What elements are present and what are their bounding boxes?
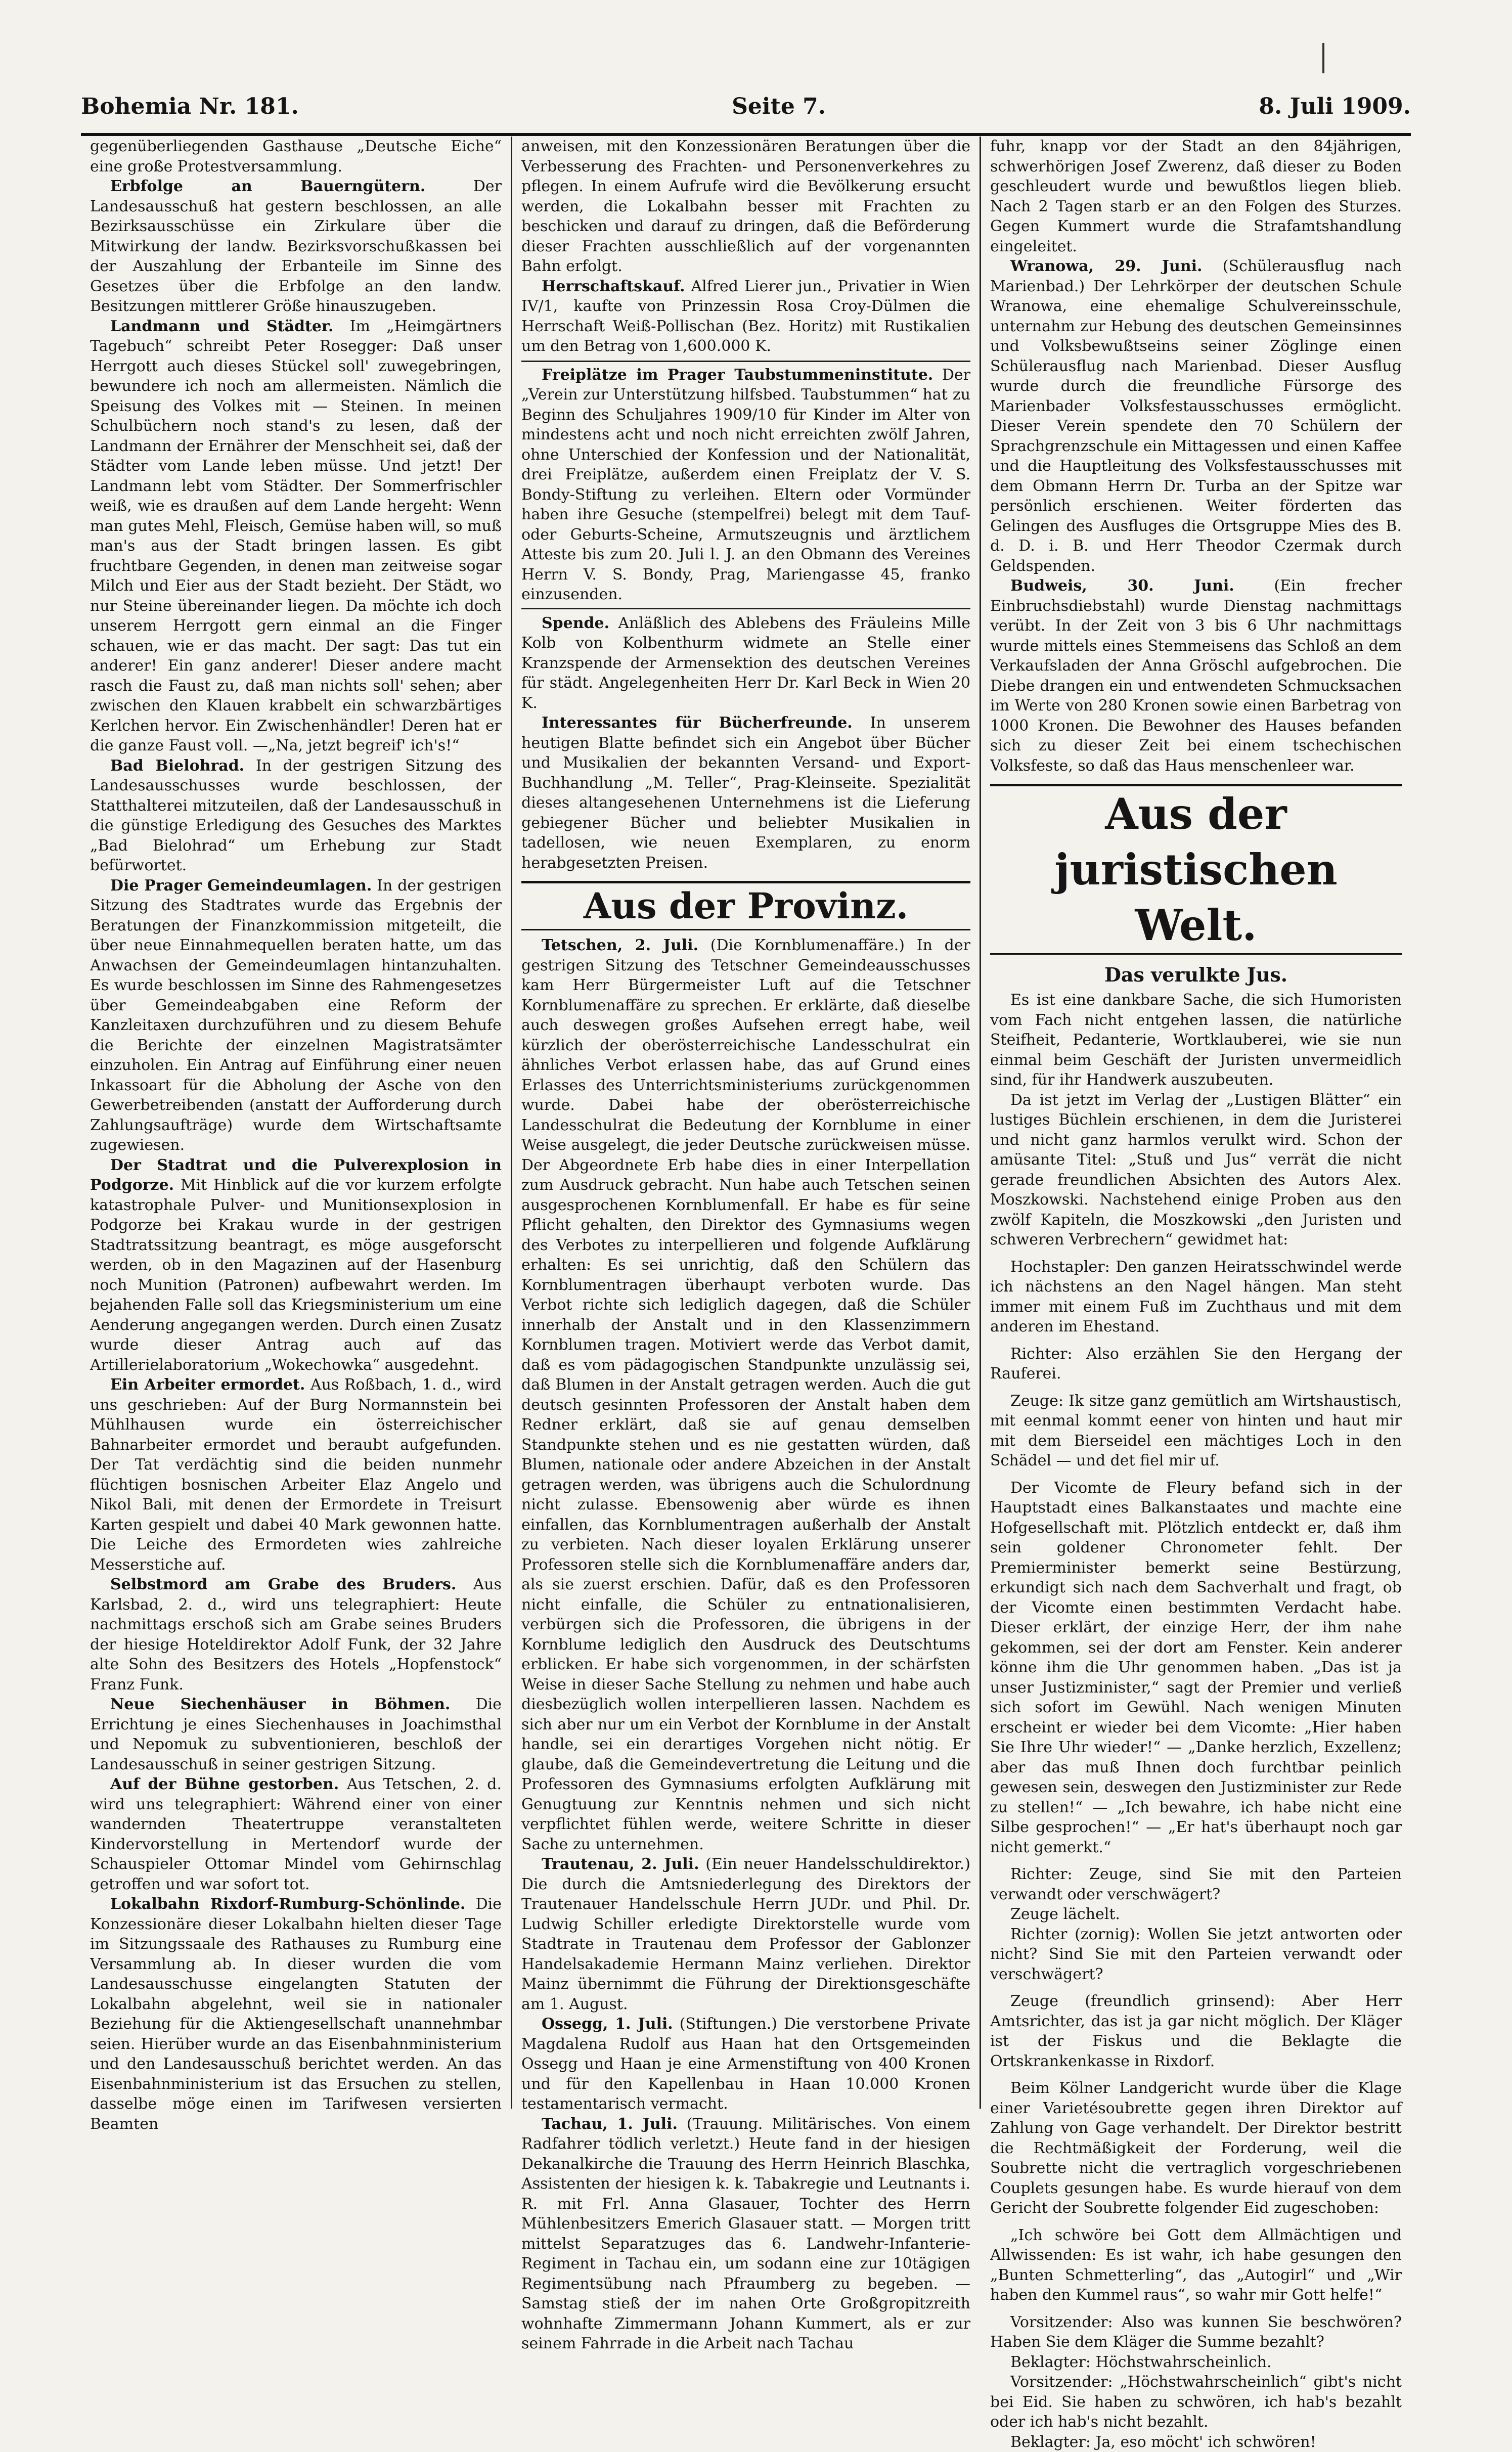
- article-headline: Budweis, 30. Juni.: [1010, 577, 1234, 595]
- anecdote: Vorsitzender: Also was kunnen Sie beschwören? Haben Sie dem Kläger die Summe bezahlt?: [990, 2312, 1402, 2352]
- article: [521, 613, 970, 714]
- anecdote: Richter: Zeuge, sind Sie mit den Parteien verwandt oder verschwägert?: [990, 1864, 1402, 1904]
- section-heading-provinz: Aus der Provinz.: [521, 881, 970, 930]
- article: [90, 1695, 502, 1774]
- article-headline: Der Stadtrat und die Pulverexplosion in Podgorze.: [90, 1156, 502, 1194]
- article-text: (Die Kornblumenaffäre.) In der gestrigen Sitzung des Tetschner Gemeindeausschusses kam Herr Bürgermeister Luft auf die Tetschner Kornblumenaffäre zu sprechen. Er erklärte, daß dieselbe auch deswegen großes Aufsehen erregt habe, weil kürzlich der oberösterreichische Landesschulrat ein ähnliches Verbot erlassen habe, das auf Grund eines Erlasses des Unterrichtsministeriums zurückgenommen wurde. Dabei habe der oberösterreichische Landesschulrat die Bedeutung der Kornblume in einer Weise ausgelegt, die jeder Deutsche zurückweisen müsse. Der Abgeordnete Erb habe dies in einer Interpellation zum Ausdruck gebracht. Nun habe auch Tetschen seinen ausgesprochenen Kornblumenfall. Er habe es für seine Pflicht gehalten, den Direktor des Gymnasiums wegen des Verbotes zu interpellieren und folgende Aufklärung erhalten: Es sei unrichtig, daß den Schülern das Kornblumentragen überhaupt verboten wurde. Das Verbot richte sich lediglich dagegen, daß die Schüler innerhalb der Anstalt und in den Klassenzimmern Kornblumen tragen. Motiviert werde das Verbot damit, daß es vom pädagogischen Standpunkte unzulässig sei, daß Blumen in der Anstalt getragen werden. Auch die gut deutsch gesinnten Professoren der Anstalt haben dem Redner erklärt, daß sie auf genau demselben Standpunkte stehen und es nie gestatten würden, daß Blumen, nationale oder andere Abzeichen in der Anstalt getragen werden, was übrigens auch die Schulordnung nicht zulasse. Ebensowenig aber würde es ihnen einfallen, das Kornblumentragen außerhalb der Anstalt zu verbieten. Nach dieser loyalen Erklärung unserer Professoren stelle sich die Kornblumenaffäre anders dar, als sie zuerst erschien. Dafür, daß es den Professoren nicht einfalle, die Schüler zu entnationalisieren, verbürgen sich die Professoren, die übrigens in der Kornblume lediglich den Ausdruck des Deutschtums erblicken. Er habe sich vorgenommen, in der schärfsten Weise in dieser Sache Stellung zu nehmen und habe auch diesbezüglich wollen interpellieren lassen. Nachdem es sich aber nur um ein Verbot der Kornblume in der Anstalt handle, sei ein derartiges Vorgehen nicht nötig. Er glaube, daß die Gemeindevertretung die Leitung und die Professoren des Gymnasiums erfolgten Aufklärung mit Genugtuung zur Kenntnis nehmen und sich nicht verpflichtet fühlen werde, weitere Schritte in dieser Sache zu unternehmen.: [521, 937, 970, 1853]
- article: [90, 1155, 502, 1375]
- article-text: Die Errichtung je eines Siechenhauses in Joachimsthal und Nepomuk zu subventionieren, beschloß der Landesausschuß in seiner gestrigen Sitzung.: [90, 1696, 502, 1773]
- anecdote: Richter (zornig): Wollen Sie jetzt antworten oder nicht? Sind Sie mit den Parteien verwandt oder verschwägert?: [990, 1925, 1402, 1985]
- article-headline: Landmann und Städter.: [110, 318, 333, 335]
- article-text: Der Landesausschuß hat gestern beschlossen, an alle Bezirksausschüsse ein Zirkulare über die Mitwirkung der landw. Bezirksvorschußkassen bei der Auszahlung der Erbanteile im Sinne des Gesetzes über die Erbfolge an den landw. Besitzungen mittlerer Größe hinauszugeben.: [90, 177, 502, 315]
- article-text: Aus Roßbach, 1. d., wird uns geschrieben: Auf der Burg Normannstein bei Mühlhausen wurde ein österreichischer Bahnarbeiter ermordet und beraubt aufgefunden. Der Tat verdächtig sind die beiden nunmehr flüchtigen bosnischen Arbeiter Elaz Angelo und Nikol Bali, mit denen der Ermordete in Treisurt Karten gespielt und dabei 40 Mark gewonnen hatte. Die Leiche des Ermordeten wies zahlreiche Messerstiche auf.: [90, 1376, 502, 1574]
- article-text: (Schülerausflug nach Marienbad.) Der Lehrkörper der deutschen Schule Wranowa, eine ehemalige Schulvereinsschule, unternahm zur Hebung des deutschen Gemeinsinnes und Volksbewußtseins seiner Zöglinge einen Schülerausflug nach Marienbad. Dieser Ausflug wurde durch die freundliche Fürsorge des Marienbader Volksfestausschusses ermöglicht. Dieser Verein spendete den 70 Schülern der Sprachgrenzschule ein Mittagessen und einen Kaffee und die Hauptleitung des Volksfestausschusses mit dem Obmann Herrn Dr. Turba an der Spitze war persönlich erschienen. Weiter förderten das Gelingen des Ausfluges die Ortsgruppe Mies des B. d. D. i. B. und Herr Theodor Czermak durch Geldspenden.: [990, 257, 1402, 575]
- article-text: fuhr, knapp vor der Stadt an den 84jährigen, schwerhörigen Josef Zwerenz, daß dieser zu Boden geschleudert wurde und bewußtlos liegen blieb. Nach 2 Tagen starb er an den Folgen des Sturzes. Gegen Kummert wurde die Strafamtshandlung eingeleitet.: [990, 137, 1402, 256]
- article-text: Mit Hinblick auf die vor kurzem erfolgte katastrophale Pulver- und Munitionsexplosion in Podgorze bei Krakau wurde in der gestrigen Stadtratssitzung beantragt, es möge ausgeforscht werden, ob in den Magazinen auf der Hasenburg noch Munition (Patronen) aufbewahrt werden. Im bejahenden Falle soll das Kriegsministerium um eine Aenderung angegangen werden. Durch einen Zusatz wurde dieser Antrag auch auf das Artillerielaboratorium „Wokechowka“ ausgedehnt.: [90, 1176, 502, 1374]
- subsection-heading: Das verulkte Jus.: [990, 960, 1402, 990]
- article: [521, 713, 970, 873]
- article: [521, 365, 970, 605]
- article: [90, 756, 502, 876]
- article-headline: Spende.: [542, 614, 609, 632]
- article-headline: Lokalbahn Rixdorf-Rumburg-Schönlinde.: [110, 1895, 465, 1913]
- anecdote: Beklagter: Ja, eso möcht' ich schwören!: [990, 2432, 1402, 2452]
- anecdote: Beklagter: Höchstwahrscheinlich.: [990, 2352, 1402, 2373]
- article-text: Alfred Lierer jun., Privatier in Wien IV/1, kaufte von Prinzessin Rosa Croy-Dülmen die Herrschaft Weiß-Pollischan (Bez. Horitz) mit Rustikalien um den Betrag von 1,600.000 K.: [521, 278, 970, 355]
- article-headline: Interessantes für Bücherfreunde.: [542, 714, 853, 732]
- article-headline: Selbstmord am Grabe des Bruders.: [110, 1576, 456, 1593]
- article: [90, 1774, 502, 1894]
- article: [990, 256, 1402, 576]
- article: [521, 277, 970, 356]
- anecdote: „Ich schwöre bei Gott dem Allmächtigen und Allwissenden: Es ist wahr, ich habe gesungen den „Bunten Schmetterling“, das „Autogirl“ und „Wir haben den Kummel raus“, so wahr mir Gott helfe!“: [990, 2225, 1402, 2305]
- article-headline: Herrschaftskauf.: [542, 278, 685, 295]
- article-headline: Neue Siechenhäuser in Böhmen.: [110, 1696, 450, 1713]
- article-text: Aus Tetschen, 2. d. wird uns telegraphiert: Während einer von einer wandernden Theatertruppe veranstalteten Kindervorstellung in Mertendorf wurde der Schauspieler Ottomar Mindel vom Gehirnschlag getroffen und war sofort tot.: [90, 1775, 502, 1893]
- column-1: [81, 137, 511, 2109]
- anecdote: Der Vicomte de Fleury befand sich in der Hauptstadt eines Balkanstaates und machte eine Hofgesellschaft mit. Plötzlich entdeckt er, daß ihm sein goldener Chronometer fehlt. Der Premierminister bemerkt seine Bestürzung, erkundigt sich nach dem Sachverhalt und fragt, ob der Vicomte einen bestimmten Verdacht habe. Dieser erklärt, der einzige Herr, der ihm nahe gekommen, sei der dort am Fenster. Kein anderer könne ihm die Uhr genommen haben. „Das ist ja unser Justizminister,“ sagt der Premier und verließ sich sofort im Gewühl. Nach wenigen Minuten erscheint er wieder bei dem Vicomte: „Hier haben Sie Ihre Uhr wieder!“ — „Danke herzlich, Exzellenz; aber das muß Ihnen doch furchtbar peinlich gewesen sein, deswegen den Justizminister zur Rede zu stellen!“ — „Ich bewahre, ich habe nicht eine Silbe gesprochen!“ — „Er hat's überhaupt noch gar nicht gemerkt.“: [990, 1478, 1402, 1858]
- article: [90, 1575, 502, 1695]
- article: [90, 876, 502, 1155]
- article-headline: Trautenau, 2. Juli.: [542, 1855, 699, 1873]
- header-rule: [81, 133, 1411, 136]
- article-text: Der „Verein zur Unterstützung hilfsbed. Taubstummen“ hat zu Beginn des Schuljahres 1909/10 für Kinder im Alter von mindestens acht und noch nicht erreichten zwölf Jahren, ohne Unterschied der Konfession und der Nationalität, drei Freiplätze, außerdem einen Freiplatz der V. S. Bondy-Stiftung zu verleihen. Eltern oder Vormünder haben ihre Gesuche (stempelfrei) belegt mit dem Tauf- oder Geburts-Scheine, Armutszeugnis und ärztlichem Atteste bis zum 20. Juli l. J. an den Obmann des Vereines Herrn V. S. Bondy, Prag, Mariengasse 45, franko einzusenden.: [521, 366, 970, 604]
- anecdote: Hochstapler: Den ganzen Heiratsschwindel werde ich nächstens an den Nagel hängen. Man steht immer mit einem Fuß im Zuchthaus und mit dem anderen im Ehestand.: [990, 1257, 1402, 1337]
- article-headline: Auf der Bühne gestorben.: [110, 1775, 339, 1793]
- article: [90, 317, 502, 756]
- article: [521, 2014, 970, 2114]
- article-headline: Wranowa, 29. Juni.: [1010, 257, 1202, 275]
- section-heading-juristisch: Aus der juristischen Welt.: [990, 784, 1402, 955]
- columns: [81, 137, 1411, 2109]
- article-headline: Bad Bielohrad.: [110, 757, 244, 775]
- header-issue: Bohemia Nr. 181.: [81, 94, 299, 119]
- header-date: 8. Juli 1909.: [1259, 94, 1411, 119]
- article-text: Die Konzessionäre dieser Lokalbahn hielten dieser Tage im Sitzungssaale des Rathauses zu Rumburg eine Versammlung ab. In dieser wurden die vom Landesausschusse eingelangten Statuten der Lokalbahn abgelehnt, weil sie in nationaler Beziehung für die Aktiengesellschaft unannehmbar seien. Hierüber wurde an das Eisenbahnministerium und den Landesausschuß berichtet werden. An das Eisenbahnministerium ist das Ersuchen zu stellen, dasselbe möge einen im Tarifwesen versierten Beamten: [90, 1895, 502, 2133]
- column-2: [511, 137, 981, 2109]
- article-headline: Tachau, 1. Juli.: [542, 2115, 678, 2133]
- anecdote: Vorsitzender: „Höchstwahrscheinlich“ gibt's nicht bei Eid. Sie haben zu schwören, ich hab's bezahlt oder ich hab's nicht bezahlt.: [990, 2372, 1402, 2432]
- article: [90, 176, 502, 317]
- header-page-number: Seite 7.: [732, 94, 826, 119]
- article: [990, 576, 1402, 776]
- anecdote: Richter: Also erzählen Sie den Hergang der Rauferei.: [990, 1344, 1402, 1384]
- page-header: [81, 83, 1411, 129]
- article-text: Im „Heimgärtners Tagebuch“ schreibt Peter Rosegger: Daß unser Herrgott auch dieses Stückel soll' zuwegebringen, bewundere ich noch am allermeisten. Nämlich die Speisung des Volkes mit — Steinen. In meinen Schulbüchern noch stand's zu lesen, daß der Landmann der Ernährer der Menschheit sei, daß der Städter vom Lande leben müsse. Und jetzt! Der Landmann lebt vom Städter. Der Sommerfrischler weiß, wie es draußen auf dem Lande hergeht: Wenn man gutes Mehl, Fleisch, Gemüse haben will, so muß man's aus der Stadt bringen lassen. Es gibt fruchtbare Gegenden, in denen man zeitweise sogar Milch und Eier aus der Stadt bezieht. Der Städt, wo nur Steine übereinander liegen. Da möchte ich doch unserem Herrgott gern einmal an die Finger schauen, wie er das macht. Der sagt: Das tut ein anderer! Ein ganz anderer! Dieser andere macht rasch die Faust zu, daß man nichts soll' sehen; aber zwischen den Klauen krabbelt ein schwarzbärtiges Kerlchen hervor. Ein Zwischenhändler! Deren hat er die ganze Faust voll. —„Na, jetzt begreif' ich's!“: [90, 318, 502, 755]
- article-headline: Die Prager Gemeindeumlagen.: [110, 877, 372, 895]
- article-text: Anläßlich des Ablebens des Fräuleins Mille Kolb von Kolbenthurm widmete an Stelle einer Kranzspende der Armensektion des deutschen Vereines für städt. Angelegenheiten Herr Dr. Karl Beck in Wien 20 K.: [521, 614, 970, 712]
- margin-mark: [1322, 43, 1324, 73]
- article-text: (Stiftungen.) Die verstorbene Private Magdalena Rudolf aus Haan hat den Ortsgemeinden Ossegg und Haan je eine Armenstiftung von 400 Kronen und für den Kapellenbau in Haan 10.000 Kronen testamentarisch vermacht.: [521, 2015, 970, 2113]
- anecdote: Zeuge (freundlich grinsend): Aber Herr Amtsrichter, das ist ja gar nicht möglich. Der Kläger ist der Fiskus und die Beklagte die Ortskrankenkasse in Rixdorf.: [990, 1991, 1402, 2071]
- column-3: [981, 137, 1411, 2109]
- article: [90, 1375, 502, 1575]
- article-text: Aus Karlsbad, 2. d., wird uns telegraphiert: Heute nachmittags erschoß sich am Grabe seines Bruders der hiesige Hoteldirektor Adolf Funk, der 32 Jahre alte Sohn des Besitzers des Hotels „Hopfenstock“ Franz Funk.: [90, 1576, 502, 1693]
- article-text: (Trauung. Militärisches. Von einem Radfahrer tödlich verletzt.) Heute fand in der hiesigen Dekanalkirche die Trauung des Herrn Heinrich Blaschka, Assistenten der hiesigen k. k. Tabakregie und Leutnants i. R. mit Frl. Anna Glasauer, Tochter des Herrn Mühlenbesitzers Emerich Glasauer statt. — Morgen tritt mittelst Separatzuges das 6. Landwehr-Infanterie-Regiment in Tachau ein, um sodann eine zur 10tägigen Regimentsübung nach Pfraumberg zu begeben. — Samstag stieß der im nahen Orte Großgropitzreith wohnhafte Zimmermann Johann Kummert, als er zur seinem Fahrrade in die Arbeit nach Tachau: [521, 2115, 970, 2353]
- article-text: Da ist jetzt im Verlag der „Lustigen Blätter“ ein lustiges Büchlein erschienen, in dem die Juristerei und nicht ganz harmlos verulkt wird. Schon der amüsante Titel: „Stuß und Jus“ verrät die nicht gerade freundlichen Absichten des Autors Alex. Moszkowski. Nachstehend einige Proben aus den zwölf Kapiteln, die Moszkowski „den Juristen und schweren Verbrechern“ gewidmet hat:: [990, 1090, 1402, 1250]
- article-text: anweisen, mit den Konzessionären Beratungen über die Verbesserung des Frachten- und Personenverkehres zu pflegen. In einem Aufrufe wird die Bevölkerung ersucht werden, die Lokalbahn besser mit Frachten zu beschicken und darauf zu dringen, daß die Beförderung dieser Frachten ausschließlich auf der vorgenannten Bahn erfolgt.: [521, 137, 970, 277]
- article-headline: Ossegg, 1. Juli.: [542, 2015, 673, 2033]
- article: [521, 1854, 970, 2014]
- article: [90, 1894, 502, 2134]
- article-headline: Ein Arbeiter ermordet.: [110, 1376, 305, 1394]
- notice-box: [521, 361, 970, 609]
- anecdote: Beim Kölner Landgericht wurde über die Klage einer Varietésoubrette gegen ihren Direktor auf Zahlung von Gage verhandelt. Der Direktor bestritt die Rechtmäßigkeit der Forderung, weil die Soubrette nicht die vertraglich vorgeschriebenen Couplets gesungen habe. Es wurde hierauf von dem Gericht der Soubrette folgender Eid zugeschoben:: [990, 2078, 1402, 2218]
- article-headline: Freiplätze im Prager Taubstummeninstitute.: [542, 366, 933, 384]
- article-text: (Ein frecher Einbruchsdiebstahl) wurde Dienstag nachmittags verübt. In der Zeit von 3 bis 6 Uhr nachmittags wurde mittels eines Stemmeisens das Schloß an dem Verkaufsladen der Anna Gröschl aufgebrochen. Die Diebe drangen ein und entwendeten Schmucksachen im Werte von 280 Kronen sowie einen Barbetrag von 1000 Kronen. Die Bewohner des Hauses befanden sich zu dieser Zeit bei einem tschechischen Volksfeste, so daß das Haus menschenleer war.: [990, 577, 1402, 775]
- article-headline: Tetschen, 2. Juli.: [542, 937, 698, 954]
- article-text: In der gestrigen Sitzung des Stadtrates wurde das Ergebnis der Beratungen der Finanzkommission mitgeteilt, die über neue Einnahmequellen beraten hatte, um das Anwachsen der Gemeindeumlagen hintanzuhalten. Es wurde beschlossen im Sinne des Rahmengesetzes über Gemeindeabgaben eine Reform der Kanzleitaxen durchzuführen und zu diesem Behufe die Berichte der einzelnen Magistratsämter einzuholen. Ein Antrag auf Einführung einer neuen Inkassoart für die Abholung der Asche von den Gewerbetreibenden (anstatt der Aufforderung durch Zahlungsaufträge) wurde dem Wirtschaftsamte zugewiesen.: [90, 877, 502, 1154]
- article-text: In der gestrigen Sitzung des Landesausschusses wurde beschlossen, der Statthalterei mitzuteilen, daß der Landesausschuß in die günstige Erledigung des Gesuches des Marktes „Bad Bielohrad“ um Erhebung zur Stadt befürwortet.: [90, 757, 502, 875]
- article-text: In unserem heutigen Blatte befindet sich ein Angebot über Bücher und Musikalien der bekannten Versand- und Export-Buchhandlung „M. Teller“, Prag-Kleinseite. Spezialität dieses altangesehenen Unternehmens ist die Lieferung gebiegener Bücher und beliebter Musikalien in tadellosen, wie neuen Exemplaren, zu enorm herabgesetzten Preisen.: [521, 714, 970, 872]
- article-text: (Ein neuer Handelsschuldirektor.) Die durch die Amtsniederlegung des Direktors der Trautenauer Handelsschule Herrn JUDr. und Phil. Dr. Ludwig Schiller erledigte Direktorstelle wurde vom Stadtrate in Trautenau dem Professor der Gablonzer Handelsakademie Hermann Mainz verliehen. Direktor Mainz übernimmt die Führung der Direktionsgeschäfte am 1. August.: [521, 1855, 970, 2013]
- article-text: Es ist eine dankbare Sache, die sich Humoristen vom Fach nicht entgehen lassen, die natürliche Steifheit, Pedanterie, Wortklauberei, wie sie nun einmal beim Geschäft der Juristen unvermeidlich sind, für ihr Handwerk auszubeuten.: [990, 990, 1402, 1090]
- article: [521, 935, 970, 1854]
- anecdote: Zeuge: Ik sitze ganz gemütlich am Wirtshaustisch, mit eenmal kommt eener von hinten und haut mir mit dem Bierseidel een mächtiges Loch in den Schädel — und det fiel mir uf.: [990, 1391, 1402, 1471]
- article: [521, 2114, 970, 2354]
- article-text: gegenüberliegenden Gasthause „Deutsche Eiche“ eine große Protestversammlung.: [90, 137, 502, 176]
- article-headline: Erbfolge an Bauerngütern.: [110, 177, 425, 195]
- anecdote: Zeuge lächelt.: [990, 1904, 1402, 1925]
